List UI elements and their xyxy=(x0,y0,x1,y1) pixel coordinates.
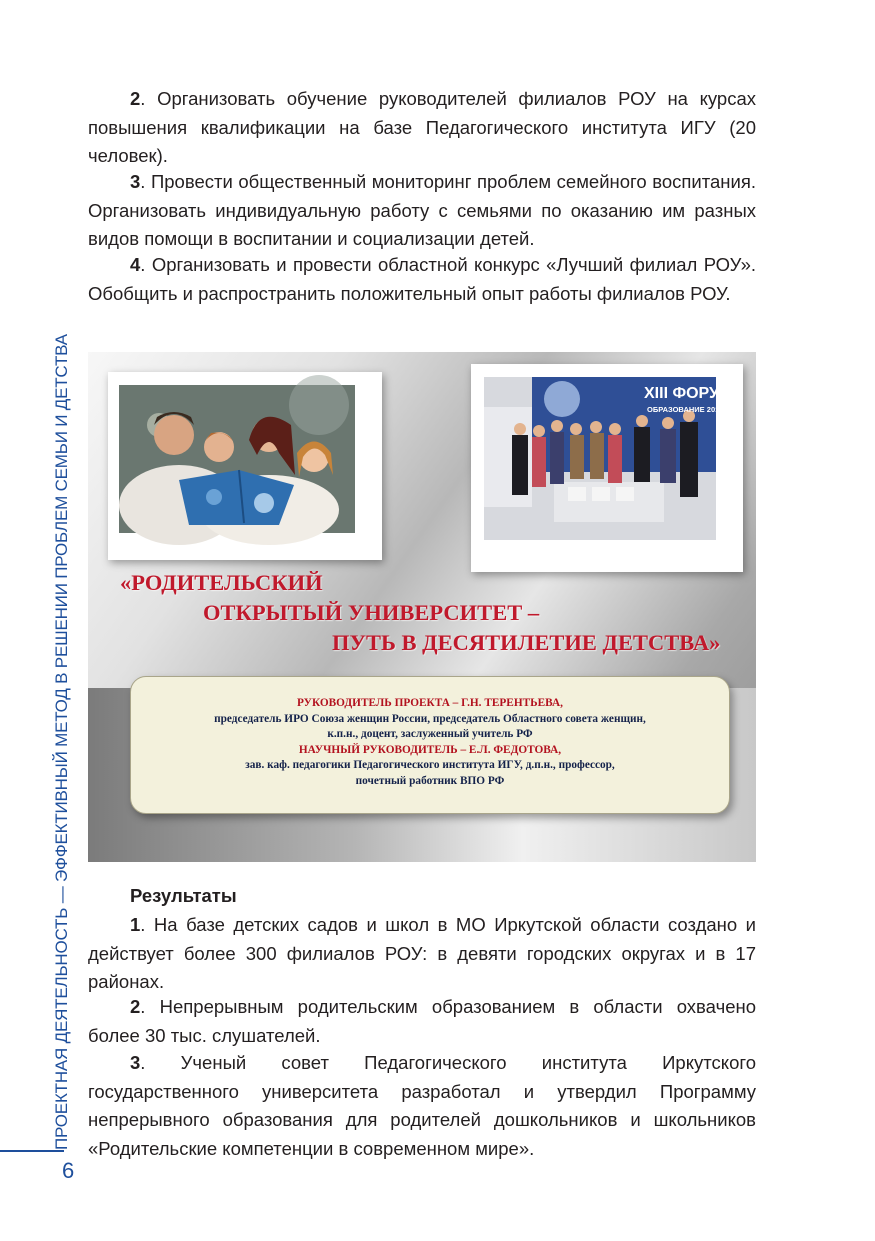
result-paragraph-2 xyxy=(88,993,756,1050)
scientific-leader-title: НАУЧНЫЙ РУКОВОДИТЕЛЬ – Е.Л. ФЕДОТОВА, xyxy=(298,743,562,756)
item-number: 3 xyxy=(130,171,141,192)
sidebar-rule xyxy=(0,1150,64,1152)
forum-sign-sub: ОБРАЗОВАНИЕ 2017 xyxy=(647,405,724,414)
intro-paragraph-3 xyxy=(88,168,756,254)
scientific-leader-honor: почетный работник ВПО РФ xyxy=(355,774,505,787)
family-reading-photo xyxy=(119,385,355,533)
paragraph-text: . Провести общественный мониторинг проблем семейного воспитания. Организовать индивидуальную работу с семьями по оказанию им разных видов помощи в воспитании и социализации детей. xyxy=(88,171,756,249)
paragraph-text: . Непрерывным родительским образованием в области охвачено более 30 тыс. слушателей. xyxy=(88,996,756,1046)
item-number: 1 xyxy=(130,914,141,935)
paragraph-text: . Ученый совет Педагогического института Иркутского государственного университета разработал и утвердил Программу непрерывного образования для родителей дошкольников и школьников «Родительские компетенции в современном мире». xyxy=(88,1052,756,1159)
forum-sign: XIII ФОРУМ xyxy=(644,385,733,402)
item-number: 4 xyxy=(130,254,141,275)
item-number: 2 xyxy=(130,996,141,1017)
banner-heading-line2: ОТКРЫТЫЙ УНИВЕРСИТЕТ – xyxy=(203,600,540,625)
results-heading: Результаты xyxy=(130,885,237,906)
section-sidebar-title: ПРОЕКТНАЯ ДЕЯТЕЛЬНОСТЬ — ЭФФЕКТИВНЫЙ МЕТОД В РЕШЕНИИ ПРОБЛЕМ СЕМЬИ И ДЕТСТВА xyxy=(52,334,71,1150)
forum-group-photo xyxy=(484,377,733,540)
item-number: 2 xyxy=(130,88,141,109)
result-paragraph-3 xyxy=(88,1049,756,1163)
page-number: 6 xyxy=(62,1158,75,1183)
intro-paragraph-2 xyxy=(88,85,756,171)
project-leader-position: председатель ИРО Союза женщин России, председатель Областного совета женщин, xyxy=(214,712,646,725)
project-leader-title: РУКОВОДИТЕЛЬ ПРОЕКТА – Г.Н. ТЕРЕНТЬЕВА, xyxy=(297,697,563,709)
paragraph-text: . На базе детских садов и школ в МО Иркутской области создано и действует более 300 филиалов РОУ: в девяти городских округах и в 17 районах. xyxy=(88,914,756,992)
project-banner xyxy=(88,352,756,862)
item-number: 3 xyxy=(130,1052,141,1073)
scientific-leader-position: зав. каф. педагогики Педагогического института ИГУ, д.п.н., профессор, xyxy=(245,759,615,772)
project-leader-degree: к.п.н., доцент, заслуженный учитель РФ xyxy=(327,728,533,741)
result-paragraph-1 xyxy=(88,911,756,997)
family-photo-frame xyxy=(108,372,382,560)
project-leaders-box xyxy=(130,676,730,814)
family-illustration xyxy=(119,385,355,533)
forum-photo-frame xyxy=(471,364,743,572)
paragraph-text: . Организовать обучение руководителей филиалов РОУ на курсах повышения квалификации на базе Педагогического института ИГУ (20 человек). xyxy=(88,88,756,166)
banner-heading-line1: «РОДИТЕЛЬСКИЙ xyxy=(120,570,323,595)
paragraph-text: . Организовать и провести областной конкурс «Лучший филиал РОУ». Обобщить и распространить положительный опыт работы филиалов РОУ. xyxy=(88,254,756,304)
banner-heading-line3: ПУТЬ В ДЕСЯТИЛЕТИЕ ДЕТСТВА» xyxy=(332,630,721,655)
intro-paragraph-4 xyxy=(88,251,756,308)
